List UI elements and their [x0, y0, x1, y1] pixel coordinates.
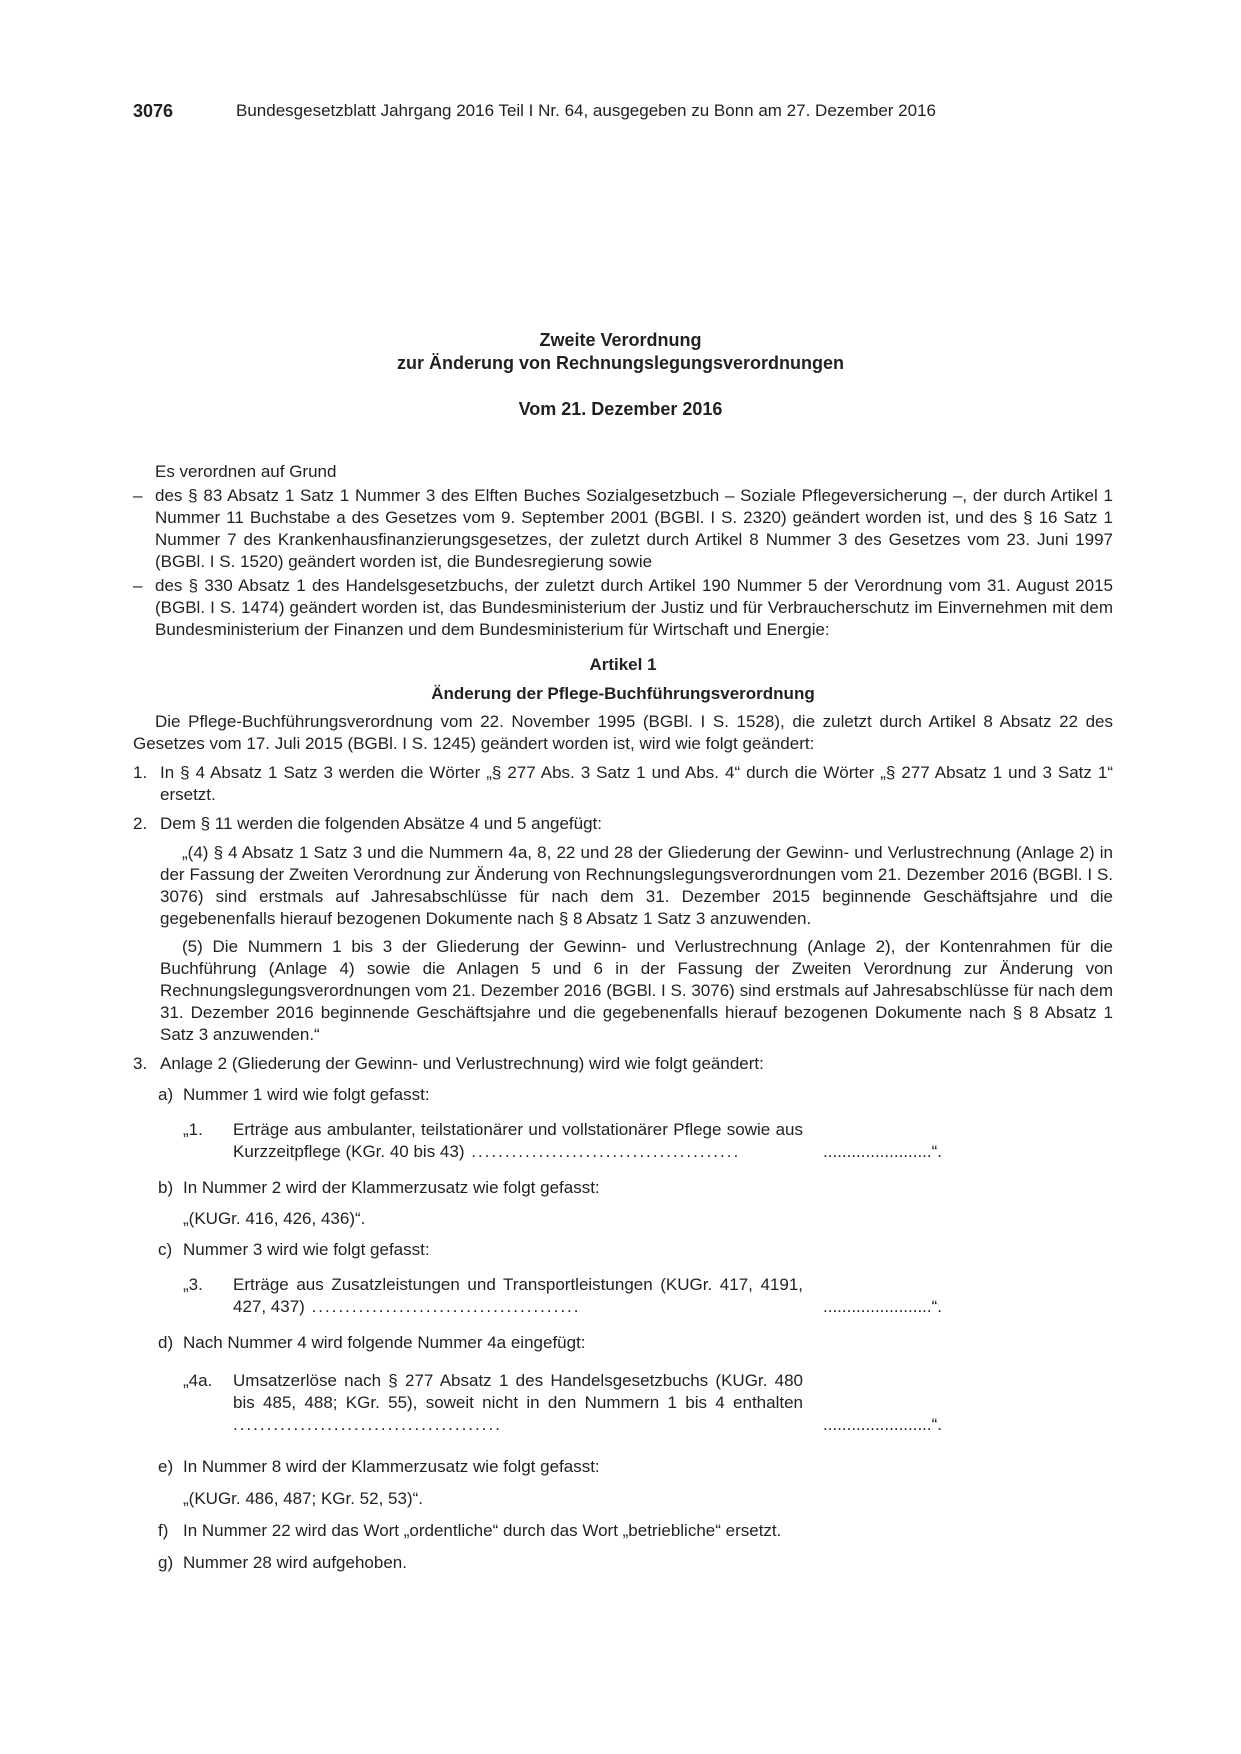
entry-text: Erträge aus ambulanter, teilstationärer und vollstationärer Pflege sowie aus Kurzzeitpflege (KGr. 40 bis 43) ........................................	[233, 1120, 803, 1161]
sub-item	[133, 1332, 1113, 1354]
sub-item	[133, 1084, 1113, 1106]
preamble-dash-text: des § 330 Absatz 1 des Handelsgesetzbuchs, der zuletzt durch Artikel 190 Nummer 5 der Verordnung vom 31. August 2015 (BGBl. I S. 1474) geändert worden ist, das Bundesministerium der Justiz und für Verbraucherschutz im Einvernehmen mit dem Bundesministerium der Finanzen und dem Bundesministerium für Wirtschaft und Energie:	[155, 576, 1113, 639]
entry-amount-placeholder: .......................“.	[823, 1415, 943, 1434]
sub-item-text: In Nummer 8 wird der Klammerzusatz wie folgt gefasst:	[183, 1457, 600, 1476]
quoted-paragraph-5: (5) Die Nummern 1 bis 3 der Gliederung der Gewinn- und Verlustrechnung (Anlage 2), der Kontenrahmen für die Buchführung (Anlage 4) sowie die Anlagen 5 und 6 in der Fassung der Zweiten Verordnung zur Änderung von Rechnungslegungsverordnungen vom 21. Dezember 2016 (BGBl. I S. 3076) sind erstmals auf Jahresabschlüsse für nach dem 31. Dezember 2016 beginnende Geschäftsjahre und die gegebenenfalls hierauf bezogenen Dokumente nach § 8 Absatz 1 Satz 3 anzuwenden.“	[160, 937, 1113, 1044]
sub-item-text: Nach Nummer 4 wird folgende Nummer 4a eingefügt:	[183, 1333, 586, 1352]
sub-item	[133, 1552, 1113, 1574]
sub-item-text: Nummer 28 wird aufgehoben.	[183, 1553, 407, 1572]
entry-text: Umsatzerlöse nach § 277 Absatz 1 des Handelsgesetzbuchs (KUGr. 480 bis 485, 488; KGr. 55), soweit nicht in den Nummern 1 bis 4 enthalten ........................................	[233, 1371, 803, 1434]
sub-item-marker: g)	[158, 1553, 174, 1572]
quoted-paragraphs	[133, 842, 1113, 1046]
item-text: In § 4 Absatz 1 Satz 3 werden die Wörter „§ 277 Abs. 3 Satz 1 und Abs. 4“ durch die Wörter „§ 277 Absatz 1 und 3 Satz 1“ ersetzt.	[160, 763, 1113, 804]
quoted-replacement: „(KUGr. 416, 426, 436)“.	[183, 1209, 366, 1228]
document-date: Vom 21. Dezember 2016	[518, 399, 723, 419]
article-number: Artikel 1	[589, 655, 657, 674]
dash-marker: –	[133, 486, 143, 505]
item-text: Dem § 11 werden die folgenden Absätze 4 und 5 angefügt:	[160, 814, 603, 833]
running-title: Bundesgesetzblatt Jahrgang 2016 Teil I Nr. 64, ausgegeben zu Bonn am 27. Dezember 2016	[236, 101, 936, 120]
sub-item-text: Nummer 1 wird wie folgt gefasst:	[183, 1085, 430, 1104]
item-marker: 1.	[133, 763, 148, 782]
article-intro: Die Pflege-Buchführungsverordnung vom 22. November 1995 (BGBl. I S. 1528), die zuletzt durch Artikel 8 Absatz 22 des Gesetzes vom 17. Juli 2015 (BGBl. I S. 1245) geändert worden ist, wird wie folgt geändert:	[133, 712, 1113, 753]
preamble-intro: Es verordnen auf Grund	[155, 462, 337, 481]
sub-item-marker: e)	[158, 1457, 174, 1476]
quoted-paragraph-4: „(4) § 4 Absatz 1 Satz 3 und die Nummern 4a, 8, 22 und 28 der Gliederung der Gewinn- und Verlustrechnung (Anlage 2) in der Fassung der Zweiten Verordnung zur Änderung von Rechnungslegungsverordnungen vom 21. Dezember 2016 (BGBl. I S. 3076) sind erstmals auf Jahresabschlüsse für nach dem 31. Dezember 2015 beginnende Geschäftsjahre und die gegebenenfalls hierauf bezogenen Dokumente nach § 8 Absatz 1 Satz 3 anzuwenden.	[160, 843, 1113, 928]
entry-amount-placeholder: .......................“.	[823, 1142, 943, 1161]
sub-item	[133, 1239, 1113, 1261]
item-marker: 3.	[133, 1054, 148, 1073]
preamble-dash-text: des § 83 Absatz 1 Satz 1 Nummer 3 des Elften Buches Sozialgesetzbuch – Soziale Pflegeversicherung –, der durch Artikel 1 Nummer 11 Buchstabe a des Gesetzes vom 9. September 2001 (BGBl. I S. 2320) geändert worden ist, und des § 16 Satz 1 Nummer 7 des Krankenhausfinanzierungsgesetzes, der zuletzt durch Artikel 8 Nummer 3 des Gesetzes vom 23. Juni 1997 (BGBl. I S. 1520) geändert worden ist, die Bundesregierung sowie	[155, 486, 1113, 571]
sub-item-marker: d)	[158, 1333, 174, 1352]
preamble-dash-item	[133, 575, 1113, 641]
entry-text: Erträge aus Zusatzleistungen und Transportleistungen (KUGr. 417, 4191, 427, 437) ........................................	[233, 1275, 803, 1316]
sub-item-marker: f)	[158, 1521, 169, 1540]
preamble-dash-item	[133, 485, 1113, 573]
document-title-line-1: Zweite Verordnung	[539, 330, 702, 350]
sub-item	[133, 1520, 1113, 1542]
entry-number: „1.	[183, 1120, 203, 1139]
schedule-entry	[183, 1274, 1113, 1318]
document-title-line-2: zur Änderung von Rechnungslegungsverordnungen	[396, 353, 844, 373]
item-text: Anlage 2 (Gliederung der Gewinn- und Verlustrechnung) wird wie folgt geändert:	[160, 1054, 764, 1073]
sub-item-marker: c)	[158, 1240, 173, 1259]
leader-dots: ........................................	[304, 1297, 581, 1316]
document-body	[133, 461, 1113, 1574]
entry-number: „4a.	[183, 1371, 213, 1390]
leader-dots: ........................................	[233, 1415, 502, 1434]
list-item	[133, 813, 1113, 835]
list-item	[133, 762, 1113, 806]
entry-number: „3.	[183, 1275, 203, 1294]
article-heading: Änderung der Pflege-Buchführungsverordnung	[431, 684, 815, 703]
page-number: 3076	[133, 101, 174, 121]
schedule-entry	[183, 1119, 1113, 1163]
sub-item-text: In Nummer 2 wird der Klammerzusatz wie folgt gefasst:	[183, 1178, 600, 1197]
leader-dots: ........................................	[464, 1142, 741, 1161]
dash-marker: –	[133, 576, 143, 595]
sub-item-text: Nummer 3 wird wie folgt gefasst:	[183, 1240, 430, 1259]
entry-amount-placeholder: .......................“.	[823, 1297, 943, 1316]
sub-item-text: In Nummer 22 wird das Wort „ordentliche“ durch das Wort „betriebliche“ ersetzt.	[183, 1521, 782, 1540]
sub-item-marker: b)	[158, 1178, 174, 1197]
sub-item-marker: a)	[158, 1085, 174, 1104]
sub-item	[133, 1456, 1113, 1478]
sub-item	[133, 1177, 1113, 1199]
list-item	[133, 1053, 1113, 1075]
schedule-entry	[183, 1370, 1113, 1436]
quoted-replacement: „(KUGr. 486, 487; KGr. 52, 53)“.	[183, 1489, 423, 1508]
item-marker: 2.	[133, 814, 148, 833]
